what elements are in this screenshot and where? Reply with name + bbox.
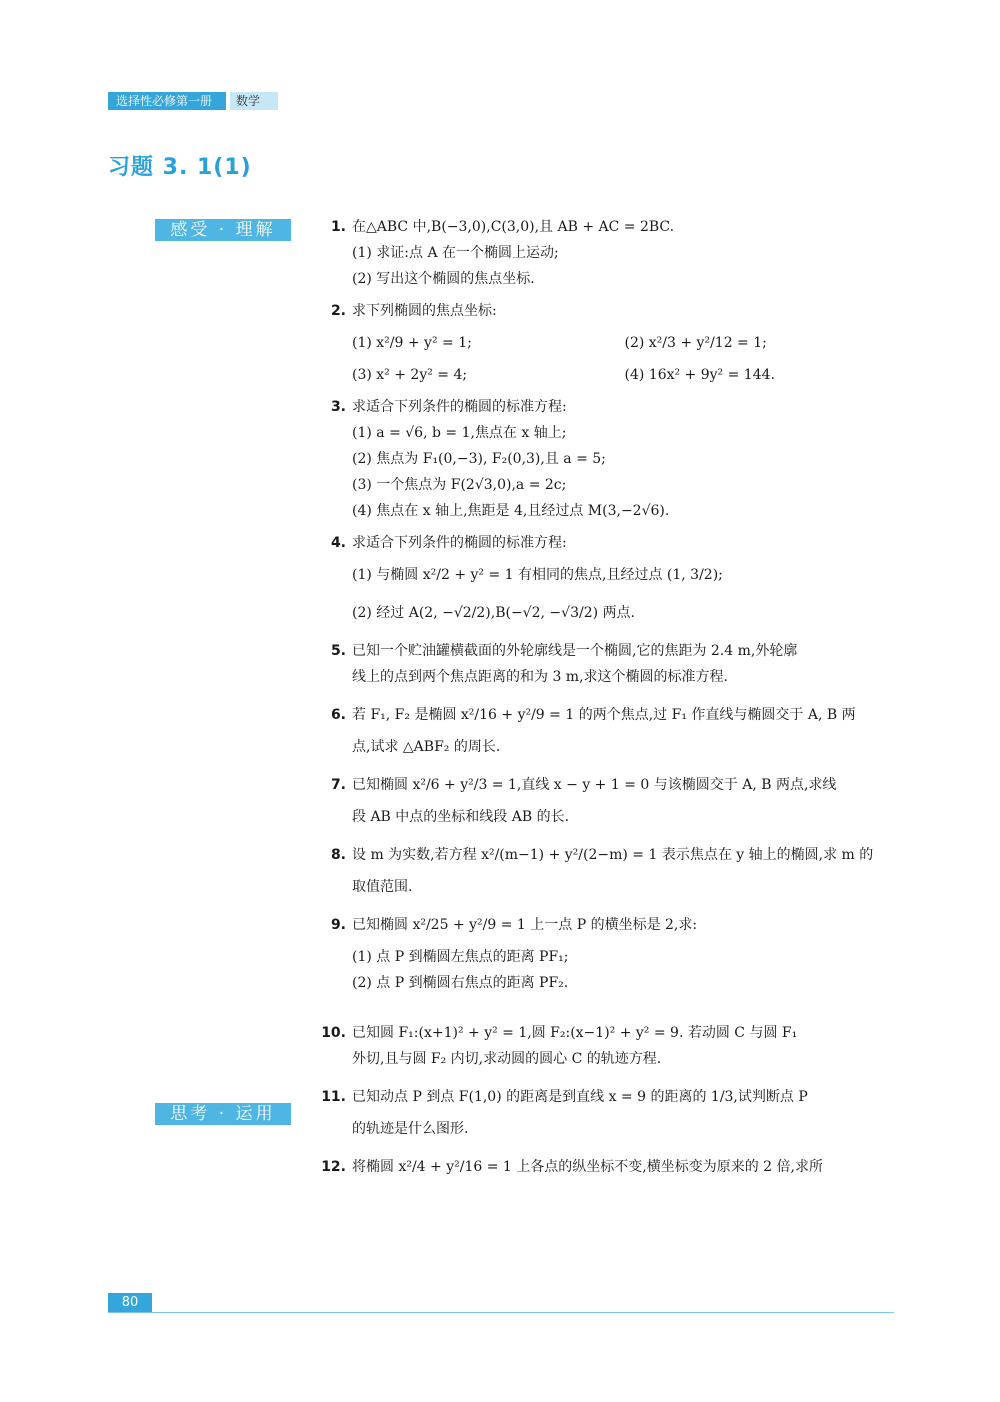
problem-text: 已知椭圆 x²/25 + y²/9 = 1 上一点 P 的横坐标是 2,求: bbox=[352, 917, 698, 933]
problem-text: 外切,且与圆 F₂ 内切,求动圆的圆心 C 的轨迹方程. bbox=[352, 1051, 662, 1067]
section-tag-understand: 感受 · 理解 bbox=[155, 219, 291, 241]
footer-rule bbox=[108, 1312, 894, 1313]
problem-10 bbox=[312, 1020, 897, 1072]
problem-11 bbox=[312, 1078, 897, 1142]
problem-number: 1. bbox=[330, 219, 346, 235]
exercise-title: 习题 3. 1(1) bbox=[108, 155, 252, 180]
problem-subpart: (2) 经过 A(2, −√2/2),B(−√2, −√3/2) 两点. bbox=[352, 605, 635, 621]
problem-number: 9. bbox=[330, 917, 346, 933]
problem-9 bbox=[312, 906, 897, 996]
problem-text: 取值范围. bbox=[352, 879, 413, 895]
subject-label: 数学 bbox=[230, 92, 278, 110]
problem-number: 12. bbox=[321, 1159, 346, 1175]
problem-subpart: (1) a = √6, b = 1,焦点在 x 轴上; bbox=[352, 425, 567, 441]
problem-subpart: (3) 一个焦点为 F(2√3,0),a = 2c; bbox=[352, 477, 567, 493]
problem-subpart: (4) 16x² + 9y² = 144. bbox=[624, 367, 775, 383]
problem-12 bbox=[312, 1148, 897, 1186]
problem-subpart: (1) 点 P 到椭圆左焦点的距离 PF₁; bbox=[352, 949, 569, 965]
problem-number: 5. bbox=[330, 643, 346, 659]
problem-subpart: (1) x²/9 + y² = 1; bbox=[352, 335, 472, 351]
problem-text: 求适合下列条件的椭圆的标准方程: bbox=[352, 399, 567, 415]
page-number: 80 bbox=[108, 1293, 152, 1313]
section-tag-apply: 思考 · 运用 bbox=[155, 1103, 291, 1125]
problem-3 bbox=[312, 394, 897, 524]
problem-text: 段 AB 中点的坐标和线段 AB 的长. bbox=[352, 809, 570, 825]
problem-text: 在△ABC 中,B(−3,0),C(3,0),且 AB + AC = 2BC. bbox=[352, 219, 675, 235]
problem-text: 已知一个贮油罐横截面的外轮廓线是一个椭圆,它的焦距为 2.4 m,外轮廓 bbox=[352, 643, 798, 659]
problem-2 bbox=[312, 298, 897, 388]
problem-text: 的轨迹是什么图形. bbox=[352, 1121, 469, 1137]
problem-subpart: (1) 求证:点 A 在一个椭圆上运动; bbox=[352, 245, 559, 261]
problem-number: 11. bbox=[321, 1089, 346, 1105]
problem-text: 求下列椭圆的焦点坐标: bbox=[352, 303, 497, 319]
problem-6 bbox=[312, 696, 897, 760]
problem-number: 7. bbox=[330, 777, 346, 793]
problem-text: 已知动点 P 到点 F(1,0) 的距离是到直线 x = 9 的距离的 1/3,试判断点 P bbox=[352, 1089, 808, 1105]
book-title: 选择性必修第一册 bbox=[108, 92, 226, 110]
problem-subpart: (2) 写出这个椭圆的焦点坐标. bbox=[352, 271, 535, 287]
problem-number: 10. bbox=[321, 1025, 346, 1041]
problem-text: 将椭圆 x²/4 + y²/16 = 1 上各点的纵坐标不变,横坐标变为原来的 2 倍,求所 bbox=[352, 1159, 823, 1175]
problem-text: 已知圆 F₁:(x+1)² + y² = 1,圆 F₂:(x−1)² + y² = 9. 若动圆 C 与圆 F₁ bbox=[352, 1025, 798, 1041]
problem-7 bbox=[312, 766, 897, 830]
problem-1 bbox=[312, 214, 897, 292]
problem-number: 2. bbox=[330, 303, 346, 319]
problem-text: 设 m 为实数,若方程 x²/(m−1) + y²/(2−m) = 1 表示焦点在 y 轴上的椭圆,求 m 的 bbox=[352, 847, 874, 863]
problem-subpart: (2) x²/3 + y²/12 = 1; bbox=[624, 335, 767, 351]
problem-text: 求适合下列条件的椭圆的标准方程: bbox=[352, 535, 567, 551]
problem-5 bbox=[312, 638, 897, 690]
problem-8 bbox=[312, 836, 897, 900]
problem-text: 已知椭圆 x²/6 + y²/3 = 1,直线 x − y + 1 = 0 与该椭圆交于 A, B 两点,求线 bbox=[352, 777, 837, 793]
problem-subpart: (4) 焦点在 x 轴上,焦距是 4,且经过点 M(3,−2√6). bbox=[352, 503, 670, 519]
problem-text: 点,试求 △ABF₂ 的周长. bbox=[352, 739, 501, 755]
problem-number: 6. bbox=[330, 707, 346, 723]
problem-subpart: (3) x² + 2y² = 4; bbox=[352, 367, 468, 383]
problem-list bbox=[312, 214, 897, 1192]
problem-number: 8. bbox=[330, 847, 346, 863]
problem-number: 3. bbox=[330, 399, 346, 415]
problem-number: 4. bbox=[330, 535, 346, 551]
problem-subpart: (2) 点 P 到椭圆右焦点的距离 PF₂. bbox=[352, 975, 569, 991]
problem-4 bbox=[312, 530, 897, 632]
problem-text: 线上的点到两个焦点距离的和为 3 m,求这个椭圆的标准方程. bbox=[352, 669, 728, 685]
header-bar bbox=[108, 92, 278, 110]
problem-text: 若 F₁, F₂ 是椭圆 x²/16 + y²/9 = 1 的两个焦点,过 F₁ 作直线与椭圆交于 A, B 两 bbox=[352, 707, 856, 723]
problem-subpart: (1) 与椭圆 x²/2 + y² = 1 有相同的焦点,且经过点 (1, 3/2); bbox=[352, 567, 723, 583]
problem-subpart: (2) 焦点为 F₁(0,−3), F₂(0,3),且 a = 5; bbox=[352, 451, 606, 467]
